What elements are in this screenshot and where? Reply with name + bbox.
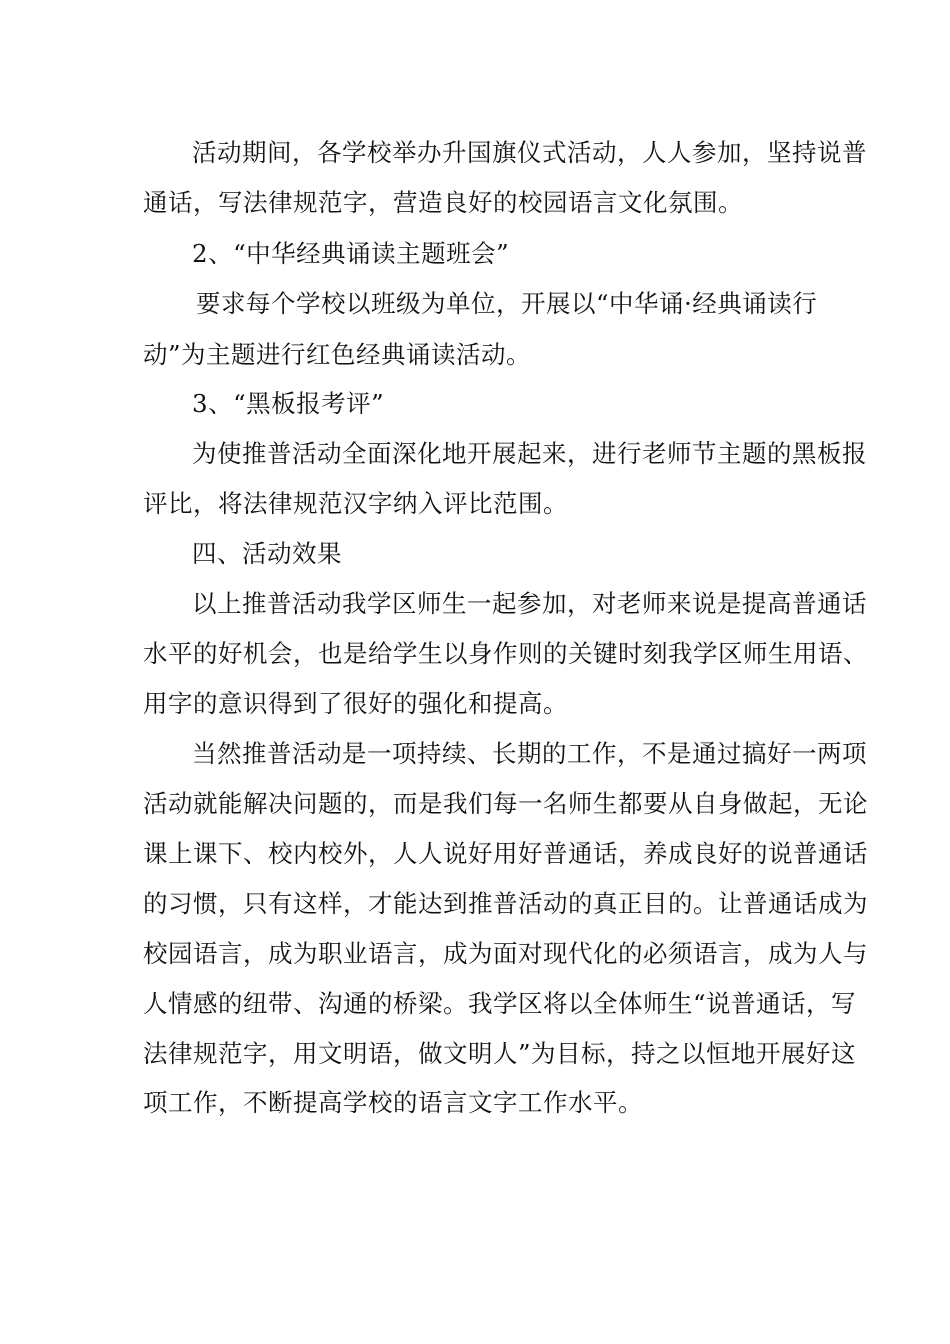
- paragraph-line: 活动期间，各学校举办升国旗仪式活动，人人参加，坚持说普: [192, 138, 867, 167]
- paragraph-line: 的习惯，只有这样，才能达到推普活动的真正目的。让普通话成为: [143, 889, 868, 918]
- paragraph-line: 要求每个学校以班级为单位，开展以“中华诵·经典诵读行: [196, 289, 818, 318]
- section-heading: 3、“黑板报考评”: [192, 389, 385, 418]
- paragraph-line: 用字的意识得到了很好的强化和提高。: [143, 689, 568, 718]
- paragraph-line: 为使推普活动全面深化地开展起来，进行老师节主题的黑板报: [192, 439, 867, 468]
- paragraph-line: 活动就能解决问题的，而是我们每一名师生都要从自身做起，无论: [143, 789, 868, 818]
- paragraph-line: 人情感的纽带、沟通的桥梁。我学区将以全体师生“说普通话，写: [143, 989, 857, 1018]
- paragraph-line: 校园语言，成为职业语言，成为面对现代化的必须语言，成为人与: [143, 939, 868, 968]
- paragraph-line: 法律规范字，用文明语，做文明人”为目标，持之以恒地开展好这: [143, 1039, 857, 1068]
- paragraph-line: 课上课下、校内校外，人人说好用好普通话，养成良好的说普通话: [143, 839, 868, 868]
- paragraph-line: 当然推普活动是一项持续、长期的工作，不是通过搞好一两项: [192, 739, 867, 768]
- paragraph-line: 通话，写法律规范字，营造良好的校园语言文化氛围。: [143, 188, 743, 217]
- paragraph-line: 水平的好机会，也是给学生以身作则的关键时刻我学区师生用语、: [143, 639, 868, 668]
- section-heading: 四、活动效果: [192, 539, 342, 568]
- paragraph-line: 动”为主题进行红色经典诵读活动。: [143, 340, 532, 369]
- paragraph-line: 评比，将法律规范汉字纳入评比范围。: [143, 489, 568, 518]
- paragraph-line: 以上推普活动我学区师生一起参加，对老师来说是提高普通话: [192, 589, 867, 618]
- section-heading: 2、“中华经典诵读主题班会”: [192, 239, 510, 268]
- paragraph-line: 项工作，不断提高学校的语言文字工作水平。: [143, 1088, 643, 1117]
